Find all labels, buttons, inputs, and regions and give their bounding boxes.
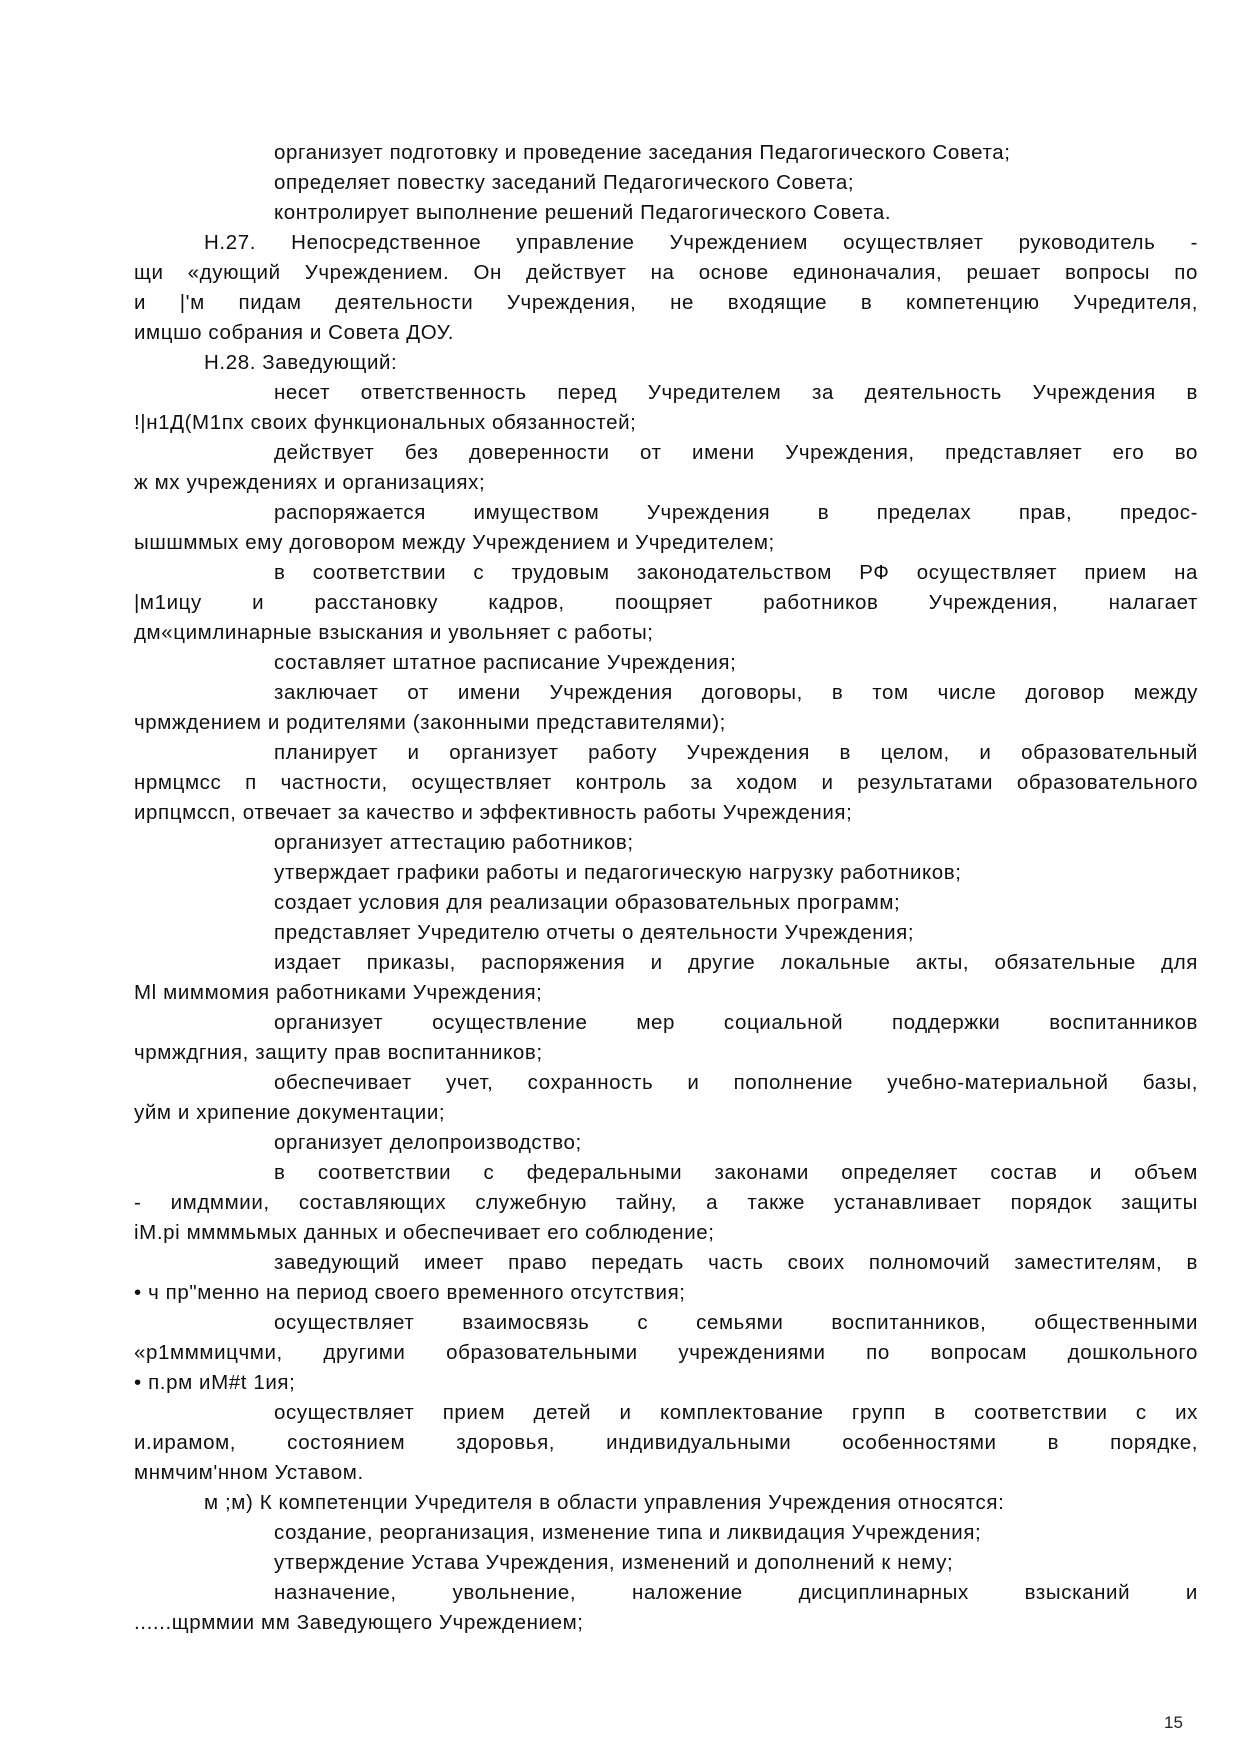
text-line: организует подготовку и проведение заседания Педагогического Совета; (274, 141, 1011, 164)
text-line: чрмждгния, защиту прав воспитанников; (134, 1041, 543, 1064)
text-line: осуществляет прием детей и комплектование групп в соответствии с их (274, 1401, 1198, 1424)
text-line: м ;м) К компетенции Учредителя в области управления Учреждения относятся: (204, 1491, 1005, 1514)
text-line: действует без доверенности от имени Учреждения, представляет его во (274, 441, 1198, 464)
text-line: организует осуществление мер социальной поддержки воспитанников (274, 1011, 1198, 1034)
text-line: ышшммых ему договором между Учреждением и Учредителем; (134, 531, 775, 554)
text-line: ирпцмссп, отвечает за качество и эффективность работы Учреждения; (134, 801, 853, 824)
text-line: несет ответственность перед Учредителем за деятельность Учреждения в (274, 381, 1198, 404)
document-body (134, 138, 1198, 1638)
text-line: и |'м пидам деятельности Учреждения, не входящие в компетенцию Учредителя, (134, 291, 1198, 314)
text-line: обеспечивает учет, сохранность и пополнение учебно-материальной базы, (274, 1071, 1198, 1094)
text-line: iM.pi ммммьмых данных и обеспечивает его соблюдение; (134, 1221, 715, 1244)
text-line: щи «дующий Учреждением. Он действует на основе единоначалия, решает вопросы по (134, 261, 1198, 284)
text-line: распоряжается имуществом Учреждения в пределах прав, предос- (274, 501, 1198, 524)
text-line: дм«цимлинарные взыскания и увольняет с работы; (134, 621, 654, 644)
text-line: утверждает графики работы и педагогическую нагрузку работников; (274, 861, 962, 884)
text-line: в соответствии с федеральными законами определяет состав и объем (274, 1161, 1198, 1184)
page-number: 15 (1164, 1713, 1183, 1732)
text-line: заведующий имеет право передать часть своих полномочий заместителям, в (274, 1251, 1198, 1274)
text-line: планирует и организует работу Учреждения в целом, и образовательный (274, 741, 1198, 764)
text-line: нрмцмсс п частности, осуществляет контроль за ходом и результатами образовательного (134, 771, 1198, 794)
text-line: - имдммии, составляющих служебную тайну, а также устанавливает порядок защиты (134, 1191, 1198, 1214)
text-line: ж мх учреждениях и организациях; (134, 471, 486, 494)
text-line: осуществляет взаимосвязь с семьями воспитанников, общественными (274, 1311, 1198, 1334)
text-line: утверждение Устава Учреждения, изменений и дополнений к нему; (274, 1551, 954, 1574)
text-line: издает приказы, распоряжения и другие локальные акты, обязательные для (274, 951, 1198, 974)
text-line: представляет Учредителю отчеты о деятельности Учреждения; (274, 921, 915, 944)
text-line: назначение, увольнение, наложение дисциплинарных взысканий и (274, 1581, 1198, 1604)
text-line: в соответствии с трудовым законодательством РФ осуществляет прием на (274, 561, 1198, 584)
text-line: заключает от имени Учреждения договоры, в том числе договор между (274, 681, 1198, 704)
text-line: Ml миммомия работниками Учреждения; (134, 981, 543, 1004)
text-line: и.ирамом, состоянием здоровья, индивидуальными особенностями в порядке, (134, 1431, 1198, 1454)
text-line: ......щрммии мм Заведующего Учреждением; (134, 1611, 584, 1634)
text-line: имцшо собрания и Совета ДОУ. (134, 321, 454, 344)
text-line: создает условия для реализации образовательных программ; (274, 891, 901, 914)
text-line: уйм и хрипение документации; (134, 1101, 446, 1124)
text-line: !|н1Д(М1пх своих функциональных обязанностей; (134, 411, 637, 434)
text-line: мнмчим'нном Уставом. (134, 1461, 364, 1484)
text-line: организует аттестацию работников; (274, 831, 634, 854)
text-line: «р1мммицчми, другими образовательными учреждениями по вопросам дошкольного (134, 1341, 1198, 1364)
text-line: • п.рм иМ#t 1ия; (134, 1371, 296, 1394)
text-line: |м1ицу и расстановку кадров, поощряет работников Учреждения, налагает (134, 591, 1198, 614)
text-line: Н.28. Заведующий: (204, 351, 398, 374)
text-line: создание, реорганизация, изменение типа и ликвидация Учреждения; (274, 1521, 982, 1544)
text-line: составляет штатное расписание Учреждения; (274, 651, 737, 674)
text-line: • ч пр"менно на период своего временного отсутствия; (134, 1281, 686, 1304)
text-line: организует делопроизводство; (274, 1131, 582, 1154)
text-line: контролирует выполнение решений Педагогического Совета. (274, 201, 892, 224)
text-line: чрмждением и родителями (законными представителями); (134, 711, 726, 734)
text-line: определяет повестку заседаний Педагогического Совета; (274, 171, 855, 194)
text-line: Н.27. Непосредственное управление Учреждением осуществляет руководитель - (204, 231, 1198, 254)
